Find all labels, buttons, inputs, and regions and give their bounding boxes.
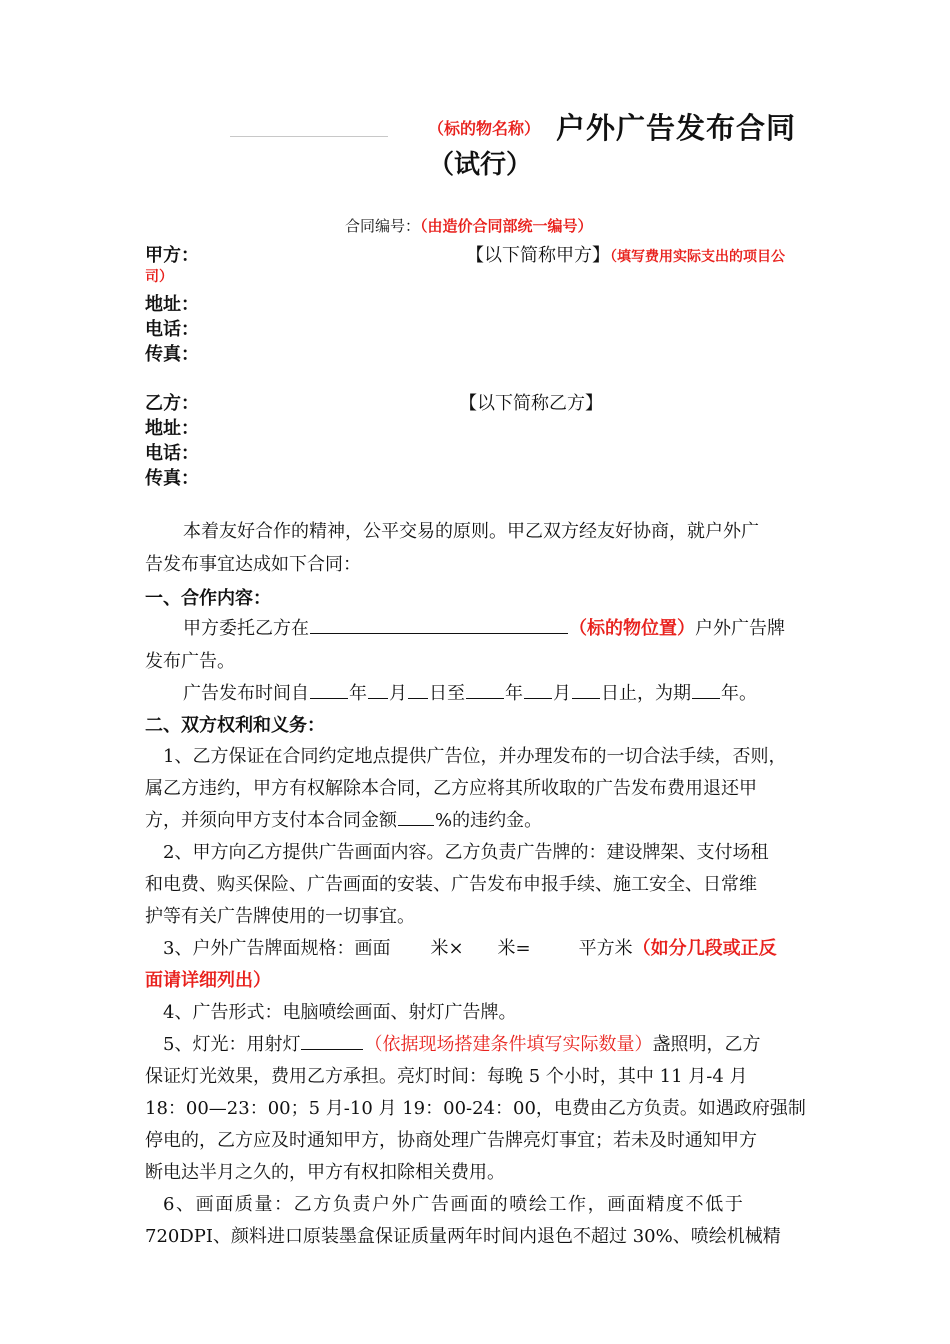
- section-1-location-line: 甲方委托乙方在 （标的物位置）户外广告牌: [183, 614, 785, 640]
- party-a-phone-label: 电话：: [145, 319, 199, 340]
- party-a-label: 甲方：: [145, 245, 199, 266]
- party-a-hint-continued: 司）: [145, 269, 173, 285]
- party-b-alias: 【以下简称乙方】: [459, 393, 603, 414]
- clause-2-line-3: 护等有关广告牌使用的一切事宜。: [145, 906, 415, 927]
- section-2-heading: 二、双方权利和义务：: [145, 715, 325, 736]
- clause-5-line-1: 5、灯光：用射灯 （依据现场搭建条件填写实际数量）盏照明，乙方: [163, 1030, 760, 1056]
- clause-2-line-2: 和电费、购买保险、广告画面的安装、广告发布申报手续、施工安全、日常维: [145, 874, 757, 895]
- party-b-address-label: 地址：: [145, 418, 199, 439]
- title-trial: （试行）: [428, 150, 533, 180]
- clause-3-line-2: 面请详细列出）: [145, 970, 271, 991]
- contract-number-label: 合同编号：: [345, 217, 421, 235]
- publish-period-line: 广告发布时间自 年 月 日至 年 月 日止，为期 年。: [183, 679, 757, 705]
- clause-5-line-5: 断电达半月之久的，甲方有权扣除相关费用。: [145, 1162, 505, 1183]
- section-1-heading: 一、合作内容：: [145, 588, 271, 609]
- party-b-fax-label: 传真：: [145, 468, 199, 489]
- clause-1-line-3: 方，并须向甲方支付本合同金额 %的违约金。: [145, 806, 542, 832]
- clause-6-line-2: 720DPI、颜料进口原装墨盒保证质量两年时间内退色不超过 30%、喷绘机械精: [145, 1226, 781, 1247]
- clause-5-line-2: 保证灯光效果，费用乙方承担。亮灯时间：每晚 5 个小时，其中 11 月-4 月: [145, 1066, 748, 1087]
- clause-5-line-3: 18：00—23：00；5 月-10 月 19：00-24：00，电费由乙方负责。如遇政府强制: [145, 1098, 806, 1119]
- title-blank-line: [230, 136, 388, 137]
- clause-1-line-1: 1、乙方保证在合同约定地点提供广告位，并办理发布的一切合法手续，否则，: [163, 746, 787, 767]
- clause-5-line-4: 停电的，乙方应及时通知甲方，协商处理广告牌亮灯事宜；若未及时通知甲方: [145, 1130, 757, 1151]
- party-a-fax-label: 传真：: [145, 344, 199, 365]
- party-b-label: 乙方：: [145, 393, 199, 414]
- clause-4: 4、广告形式：电脑喷绘画面、射灯广告牌。: [163, 1002, 517, 1023]
- intro-line-2: 告发布事宜达成如下合同：: [145, 554, 361, 575]
- contract-number-hint: （由造价合同部统一编号）: [420, 217, 593, 235]
- page-title: 户外广告发布合同: [556, 111, 797, 145]
- location-blank: [310, 615, 568, 634]
- section-1-location-line-2: 发布广告。: [145, 651, 235, 672]
- party-a-alias: 【以下简称甲方】: [466, 245, 610, 266]
- location-hint: （标的物位置）: [569, 618, 695, 639]
- party-a-address-label: 地址：: [145, 294, 199, 315]
- party-a-hint: （填写费用实际支出的项目公: [610, 249, 785, 265]
- clause-1-line-2: 属乙方违约，甲方有权解除本合同，乙方应将其所收取的广告发布费用退还甲: [145, 778, 757, 799]
- party-b-phone-label: 电话：: [145, 443, 199, 464]
- intro-line-1: 本着友好合作的精神，公平交易的原则。甲乙双方经友好协商，就户外广: [183, 521, 759, 542]
- title-subject-hint: （标的物名称）: [428, 119, 541, 138]
- clause-2-line-1: 2、甲方向乙方提供广告画面内容。乙方负责广告牌的：建设牌架、支付场租: [163, 842, 769, 863]
- clause-6-line-1: 6、画面质量：乙方负责户外广告画面的喷绘工作，画面精度不低于: [163, 1194, 745, 1215]
- clause-3-line-1: 3、户外广告牌面规格：画面 米× 米= 平方米（如分几段或正反: [163, 938, 777, 959]
